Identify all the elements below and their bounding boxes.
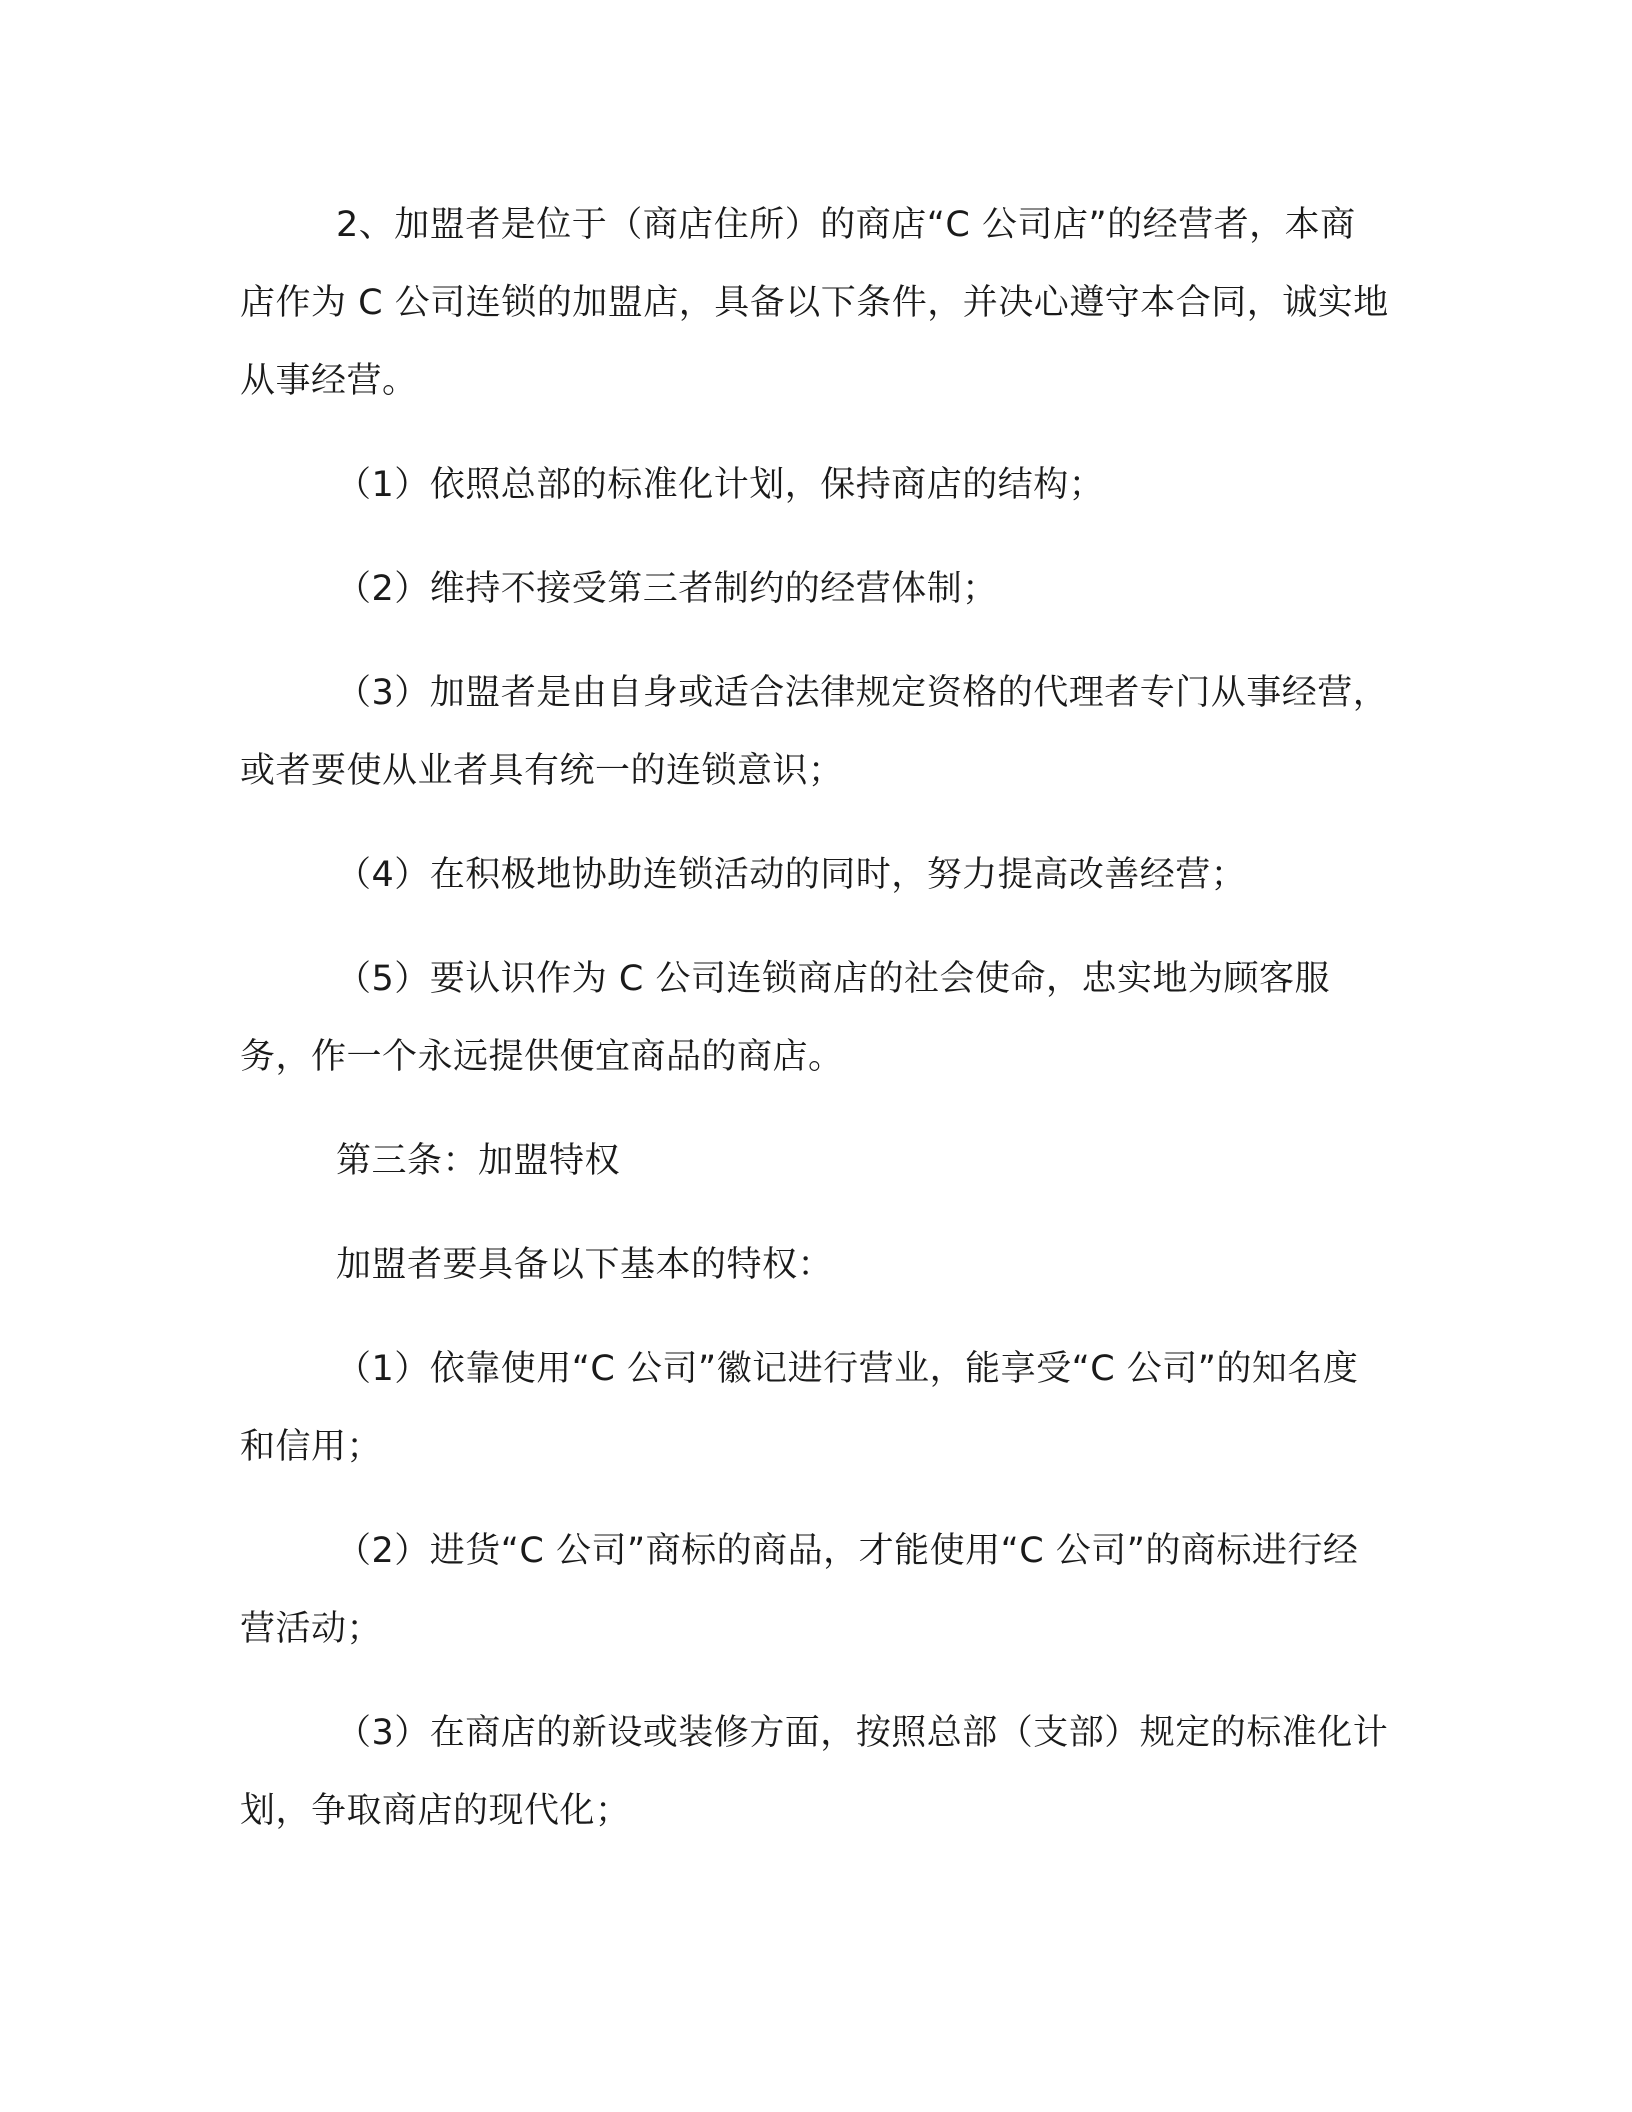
list-item-privilege-2: （2）进货“C 公司”商标的商品，才能使用“C 公司”的商标进行经营活动； [240, 1531, 1359, 1649]
list-item-condition-3: （3）加盟者是由自身或适合法律规定资格的代理者专门从事经营，或者要使从业者具有统一的连锁意识； [240, 673, 1389, 791]
list-item-condition-1: （1）依照总部的标准化计划，保持商店的结构； [336, 465, 1105, 505]
list-item-condition-4: （4）在积极地协助连锁活动的同时，努力提高改善经营； [336, 855, 1247, 895]
section-heading-article-3: 第三条：加盟特权 [336, 1141, 621, 1181]
list-item-privilege-3: （3）在商店的新设或装修方面，按照总部（支部）规定的标准化计划，争取商店的现代化； [240, 1713, 1389, 1831]
list-item-condition-2: （2）维持不接受第三者制约的经营体制； [336, 569, 998, 609]
document-body [240, 186, 1390, 1876]
paragraph-franchisee-conditions: 2、加盟者是位于（商店住所）的商店“C 公司店”的经营者，本商店作为 C 公司连锁的加盟店，具备以下条件，并决心遵守本合同，诚实地从事经营。 [240, 205, 1389, 401]
list-item-condition-5: （5）要认识作为 C 公司连锁商店的社会使命，忠实地为顾客服务，作一个永远提供便宜商品的商店。 [240, 959, 1330, 1077]
paragraph-privileges-intro: 加盟者要具备以下基本的特权： [336, 1245, 834, 1285]
list-item-privilege-1: （1）依靠使用“C 公司”徽记进行营业，能享受“C 公司”的知名度和信用； [240, 1349, 1359, 1467]
